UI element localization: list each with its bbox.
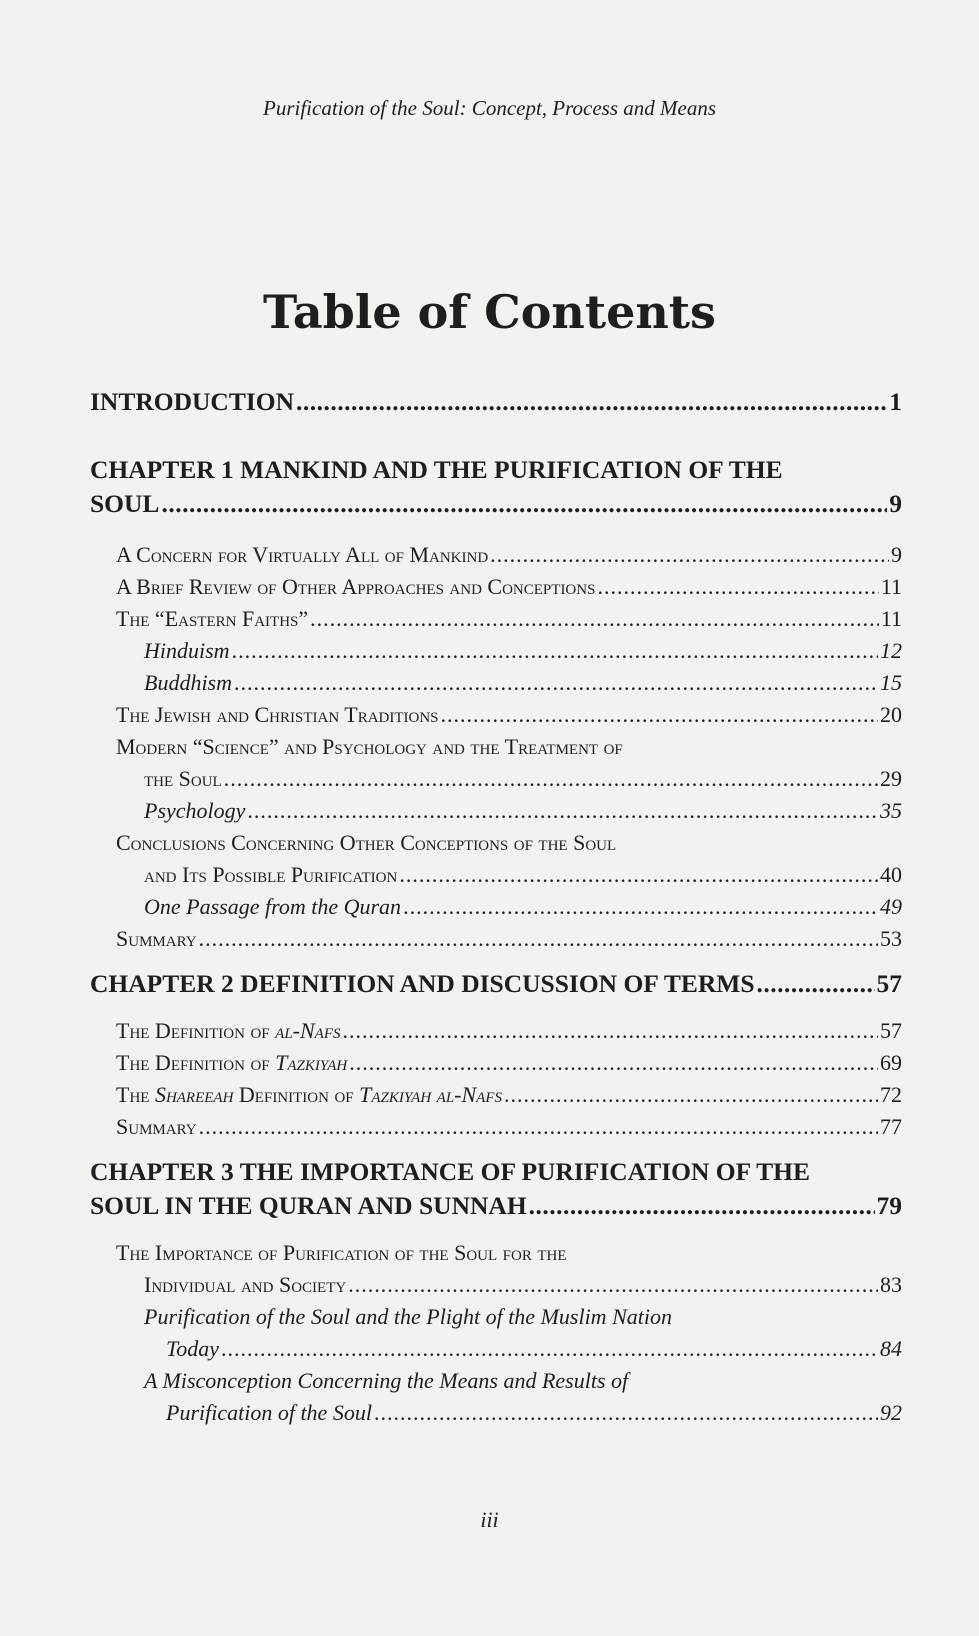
leader-dots [232, 635, 878, 667]
page-number: 84 [880, 1336, 902, 1361]
leader-dots [161, 487, 887, 521]
toc-chapter-3: CHAPTER 3 THE IMPORTANCE OF PURIFICATION OF THE SOUL IN THE QURAN AND SUNNAH ..... 79 [90, 1155, 902, 1223]
page-number: 53 [880, 926, 902, 951]
page-number: 57 [880, 1018, 902, 1043]
page-number-footer: iii [480, 1507, 499, 1532]
leader-dots [348, 1269, 878, 1301]
leader-dots [221, 1333, 878, 1365]
page-number: 92 [880, 1400, 902, 1425]
leader-dots [343, 1015, 879, 1047]
toc-entry: The Jewish and Christian Traditions ..... 20 [90, 699, 902, 731]
toc-entry: The Importance of Purification of the Soul for the Individual and Society ..... 83 [90, 1237, 902, 1301]
toc-entry: A Concern for Virtually All of Mankind ..... 9 [90, 539, 902, 571]
page-number: 9 [891, 542, 902, 567]
toc-entry: Modern “Science” and Psychology and the Treatment of the Soul ..... 29 [90, 731, 902, 795]
toc-chapter-2: CHAPTER 2 DEFINITION AND DISCUSSION OF TERMS ..... 57 [90, 967, 902, 1001]
page-number: 9 [889, 489, 902, 518]
toc-subentry: A Misconception Concerning the Means and Results of Purification of the Soul ..... 92 [90, 1365, 902, 1429]
leader-dots [529, 1189, 875, 1223]
page-number: 1 [889, 387, 902, 416]
page-number: 79 [876, 1191, 902, 1220]
leader-dots [597, 571, 878, 603]
toc-subentry: Hinduism ..... 12 [90, 635, 902, 667]
toc-subentry: Purification of the Soul and the Plight of the Muslim Nation Today ..... 84 [90, 1301, 902, 1365]
page-number: 11 [880, 574, 902, 599]
page-number: 29 [880, 766, 902, 791]
page-title: Table of Contents [263, 285, 716, 339]
toc-entry: A Brief Review of Other Approaches and Conceptions ..... 11 [90, 571, 902, 603]
running-header: Purification of the Soul: Concept, Process and Means [263, 96, 716, 120]
toc-subentry: Psychology ..... 35 [90, 795, 902, 827]
toc-entry: Summary ..... 53 [90, 923, 902, 955]
toc-subentry: One Passage from the Quran ..... 49 [90, 891, 902, 923]
toc-entry: Summary ..... 77 [90, 1111, 902, 1143]
page-number: 40 [880, 862, 902, 887]
toc-entry: The Definition of al-Nafs ..... 57 [90, 1015, 902, 1047]
toc-entry: The Shareeah Definition of Tazkiyah al-Nafs ..... 72 [90, 1079, 902, 1111]
leader-dots [199, 923, 878, 955]
toc-entry: The “Eastern Faiths” ..... 11 [90, 603, 902, 635]
leader-dots [441, 699, 878, 731]
leader-dots [504, 1079, 878, 1111]
toc-entry: The Definition of Tazkiyah ..... 69 [90, 1047, 902, 1079]
page-number: 12 [880, 638, 902, 663]
leader-dots [374, 1397, 878, 1429]
page-number: 15 [880, 670, 902, 695]
leader-dots [310, 603, 879, 635]
toc-introduction: INTRODUCTION ..... 1 [90, 385, 902, 419]
leader-dots [403, 891, 878, 923]
page-number: 49 [880, 894, 902, 919]
toc-chapter-1: CHAPTER 1 MANKIND AND THE PURIFICATION OF THE SOUL ..... 9 [90, 453, 902, 521]
leader-dots [296, 385, 887, 419]
toc-subentry: Buddhism ..... 15 [90, 667, 902, 699]
leader-dots [399, 859, 878, 891]
leader-dots [349, 1047, 878, 1079]
table-of-contents [90, 385, 902, 1429]
leader-dots [224, 763, 878, 795]
page-number: 69 [880, 1050, 902, 1075]
page-number: 57 [876, 969, 902, 998]
leader-dots [490, 539, 889, 571]
page-number: 83 [880, 1272, 902, 1297]
leader-dots [757, 967, 875, 1001]
page-number: 72 [880, 1082, 902, 1107]
page-number: 77 [880, 1114, 902, 1139]
page-number: 35 [880, 798, 902, 823]
leader-dots [247, 795, 878, 827]
toc-entry: Conclusions Concerning Other Conceptions of the Soul and Its Possible Purification ..... 40 [90, 827, 902, 891]
leader-dots [199, 1111, 878, 1143]
page-number: 20 [880, 702, 902, 727]
page-number: 11 [880, 606, 902, 631]
leader-dots [234, 667, 878, 699]
